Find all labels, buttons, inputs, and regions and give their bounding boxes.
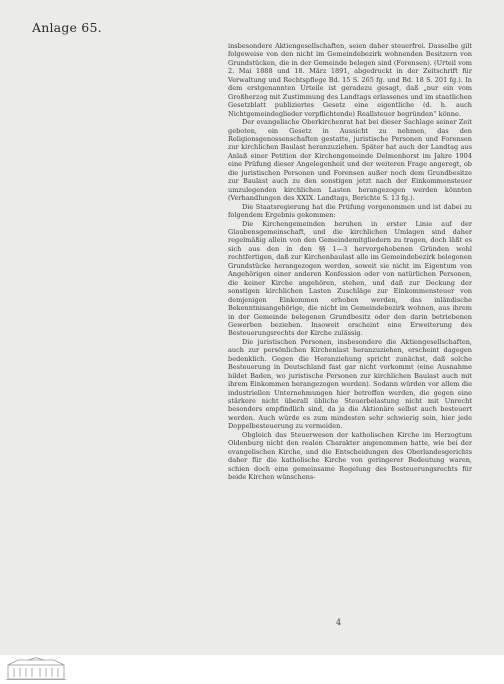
page-header: Anlage 65. xyxy=(32,20,102,35)
library-building-icon xyxy=(4,657,68,681)
paragraph: Die Kirchengemeinden beruhen in erster Linie auf der Glaubensgemeinschaft, und die kirchlichen Umlagen sind daher regelmäßig allein von den Gemeindemitgliedern zu tragen, doch läßt es sich aus den in den §§ 1—3 hervorgehobenen Gründen wohl rechtfertigen, daß zur Kirchenbaulast alle im Gemeindebezirk belegenen Grundstücke herangezogen werden, soweit sie nicht im Eigentum von Angehörigen einer anderen Konfession oder von natürlichen Personen, die keiner Kirche angehören, stehen, und daß zur Deckung der sonstigen kirchlichen Lasten Zuschläge zur Einkommensteuer von demjenigen Einkommen erhoben werden, das inländische Bekenntnisangehörige, die nicht im Gemeindebezirk wohnen, aus ihrem in der Gemeinde belegenen Grundbesitz oder den darin betriebenen Gewerben beziehen. Insoweit erscheint eine Erweiterung des Besteuerungsrechts der Kirche zulässig. xyxy=(228,219,472,338)
paragraph: Der evangelische Oberkirchenrat hat bei dieser Sachlage seiner Zeit geboten, ein Gesetz in Aussicht zu nehmen, das den Religionsgenossenschaften gestatte, juristische Personen und Forensen zur kirchlichen Baulast heranzuziehen. Später hat auch der Landtag aus Anlaß einer Petition der Kirchengemeinde Delmenhorst im Jahre 1904 eine Prüfung dieser Angelegenheit und der weiteren Frage angeregt, ob die juristischen Personen und Forensen außer noch dem Grundbesitze zur Baulast auch zu den sonstigen jetzt nach der Einkommensteuer umzulegenden kirchlichen Lasten herangezogen werden könnten (Verhandlungen des XXIX. Landtags, Berichte S. 13 fg.). xyxy=(228,118,472,203)
page-number: 4 xyxy=(336,618,342,627)
body-text xyxy=(228,42,472,482)
paragraph: Obgleich das Steuerwesen der katholischen Kirche im Herzogtum Oldenburg nicht den realen Charakter angenommen hatte, wie bei der evangelischen Kirche, und die Entscheidungen des Oberlandesgerichts daher für die katholische Kirche von geringerer Bedeutung waren, schien doch eine gemeinsame Regelung des Besteuerungsrechts für beide Kirchen wünschens- xyxy=(228,430,472,482)
paragraph: Die juristischen Personen, insbesondere die Aktiengesellschaften, auch zur persönlichen Kirchenlast heranzuziehen, erscheint dagegen bedenklich. Gegen die Heranziehung spricht zunächst, daß solche Besteuerung in Deutschland fast gar nicht vorkommt (eine Ausnahme bildet Baden, wo juristische Personen zur kirchlichen Baulast auch mit ihrem Einkommen herangezogen werden). Sodann würden vor allem die industriellen Unternehmungen hier betroffen werden, die gegen eine stärkere nicht überall übliche Steuerbelastung nicht mit Unrecht besonders empfindlich sind, da ja die Aktionäre selbst auch besteuert werden. Auch würde es zum mindesten sehr schwierig sein, hier jede Doppelbesteuerung zu vermeiden. xyxy=(228,337,472,431)
footer-bar xyxy=(0,655,504,684)
paragraph: insbesondere Aktiengesellschaften, seien daher steuerfrei. Dasselbe gilt folgeweise von den nicht im Gemeindebezirk wohnenden Besitzern von Grundstücken, die in der Gemeinde belegen sind (Forensen). (Urteil vom 2. Mai 1888 und 18. März 1891, abgedruckt in der Zeitschrift für Verwaltung und Rechtspflege Bd. 15 S. 265 fg. und Bd. 18 S. 201 fg.). In dem erstgenannten Urteile ist geradezu gesagt, daß „nur ein vom Großherzog mit Zustimmung des Landtags erlassenes und im staatlichen Gesetzblatt publiziertes Gesetz eine eigentliche (d. h. auch Nichtgemeindeglieder verpflichtende) Reallsteuer begründen“ könne. xyxy=(228,42,472,118)
paragraph: Die Staatsregierung hat die Prüfung vorgenommen und ist dabei zu folgendem Ergebnis gekommen: xyxy=(228,202,472,220)
